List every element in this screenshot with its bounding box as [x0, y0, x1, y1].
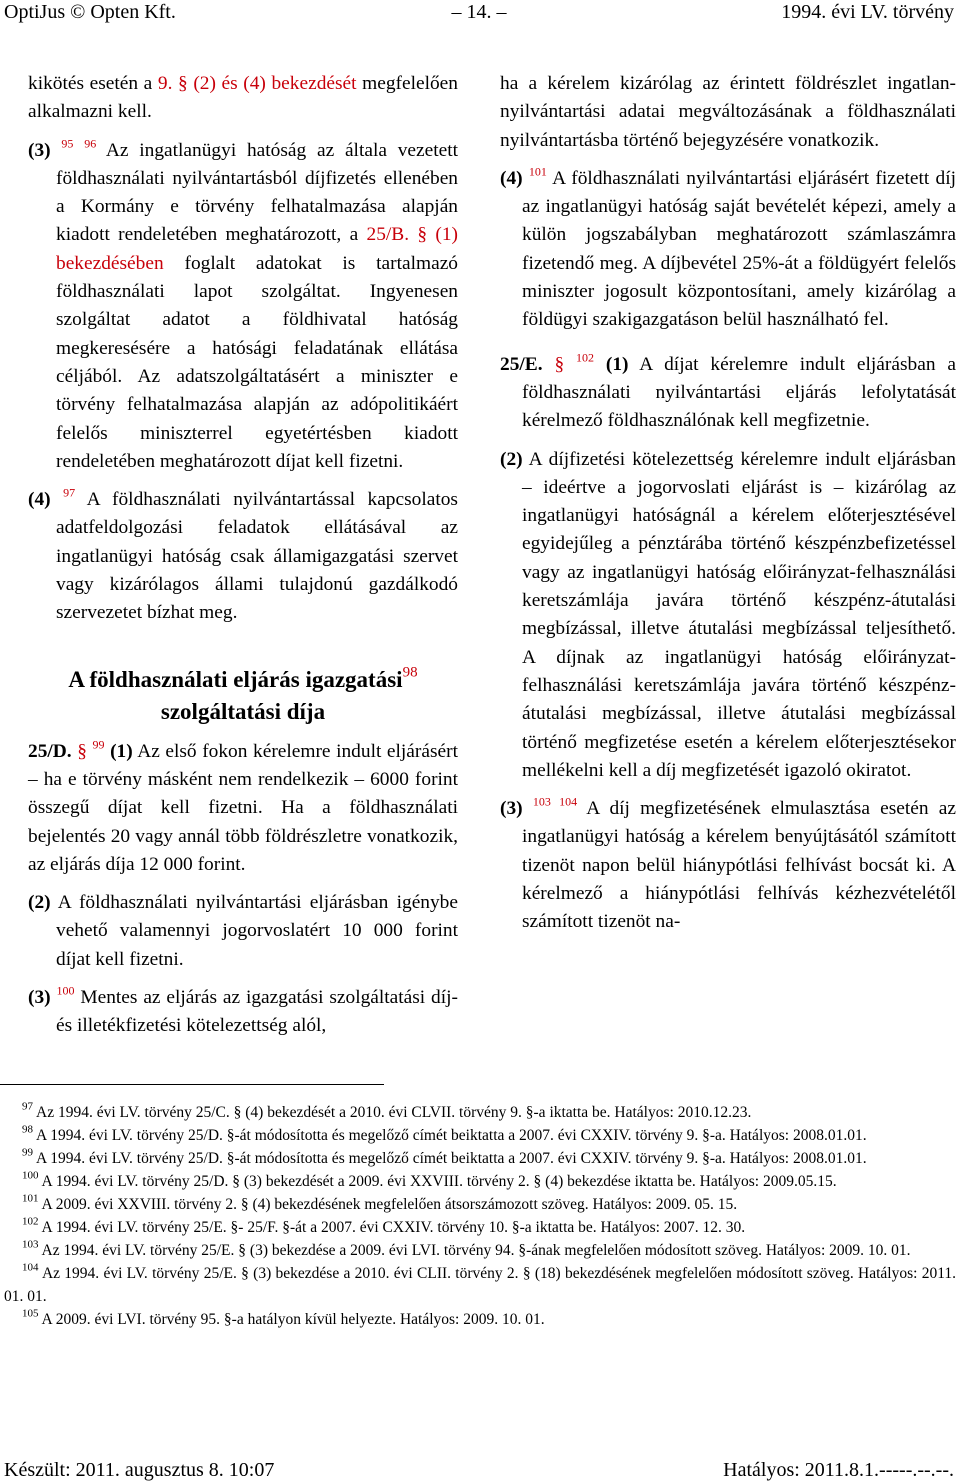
section-label: 25/E. [500, 353, 543, 375]
footnote-text: A 1994. évi LV. törvény 25/E. §- 25/F. §-át a 2007. évi CXXIV. törvény 10. §-a iktatta be. Hatályos: 2007. 12. 30. [41, 1219, 746, 1236]
paragraph-text: Az ingatlanügyi hatóság az általa vezetett földhasználati nyilvántartásból díjfizetés ellenében a Kormány e törvény felhatalmazása alapján kiadott rendeletében meghatározott, a [56, 139, 458, 246]
footnote-text: A 1994. évi LV. törvény 25/D. §-át módosította és megelőző címét beiktatta a 2007. évi CXXIV. törvény 9. §-a. Hatályos: 2008.01.01. [36, 1127, 867, 1144]
paragraph-continuation [28, 70, 458, 127]
footnote-ref[interactable]: 98 [402, 664, 418, 681]
paragraph-text: A díjat kérelemre indult eljárásban a földhasználati nyilvántartási eljárás lefolytatását kérelmező földhasználónak kell megfizetnie. [522, 353, 956, 432]
footnote-ref[interactable]: 101 [528, 164, 547, 179]
section-label: 25/D. [28, 740, 72, 762]
right-column [500, 70, 956, 937]
paragraph-number: (1) [605, 353, 629, 375]
footnote-text: A 1994. évi LV. törvény 25/D. §-át módosította és megelőző címét beiktatta a 2007. évi CXXIV. törvény 9. §-a. Hatályos: 2008.01.01. [36, 1150, 867, 1167]
footnote-divider [0, 1084, 384, 1085]
paragraph-text: A földhasználati nyilvántartási eljárásért fizetett díj az ingatlanügyi hatóság saját bevételét képezi, amely a külön jogszabályban meghatározott számlaszámra fizetendő meg. A díjbevétel 25%-át a földügyért felelős miniszter jogosult központosítani, amely kizárólag a földügyi szakigazgatáson belül használható fel. [522, 167, 956, 331]
footnote-number: 103 [22, 1238, 39, 1251]
paragraph-text: megfelelően alkalmazni kell. [28, 73, 458, 123]
paragraph-number: (3) [28, 139, 51, 161]
footnote-text: A 2009. évi XXVIII. törvény 2. § (4) bekezdésének megfelelően átsorszámozott szöveg. Hatályos: 2009. 05. 15. [41, 1196, 738, 1213]
footnote [4, 1308, 956, 1331]
paragraph-text: Az első fokon kérelemre indult eljárásért – ha e törvény másként nem rendelkezik – 6000 forint összegű díjat kell fizetni. Ha a földhasználati bejelentés 20 vagy annál több földrészletre vonatkozik, az eljárás díja 12 000 forint. [28, 740, 458, 875]
header-publisher: OptiJus © Opten Kft. [4, 1, 176, 23]
paragraph-number: (3) [28, 987, 51, 1009]
footnote [4, 1262, 956, 1308]
header-page-number: – 14. – [451, 1, 507, 23]
paragraph-text: A díjfizetési kötelezettség kérelemre indult eljárásban – ideértve a jogorvoslati eljárást is – kizárólag az ingatlanügyi hatóságnál a kérelem előterjesztésével egyidejűleg a pénztárába történő készpénzbefizetéssel vagy az ingatlanügyi hatóság előirányzat-felhasználási keretszámlája javára történő készpénz-átutalási megbízással, illetve átutalási megbízással teljesíthető. A díjnak az ingatlanügyi hatóság előirányzat-felhasználási keretszámlája javára történő készpénz-átutalási megbízással, illetve átutalási megbízással történő megfizetése esetén a kérelem előterjesztésekor mellékelni kell a díj megfizetését igazoló okiratot. [522, 448, 956, 781]
paragraph-text: foglalt adatokat is tartalmazó földhasználati lapot szolgáltat. Ingyenesen szolgáltat adatot a földhivatal hatóság megkeresésére a hatósági feladatának ellátása céljából. Az adatszolgáltatásért a miniszter e törvény felhatalmazása alapján az adópolitikáért felelős miniszterrel egyetértésben kiadott rendeletében meghatározott díjat kell fizetni. [56, 252, 458, 472]
section-25e-1 [500, 351, 956, 436]
paragraph-4 [500, 165, 956, 335]
section-title-line-2: szolgáltatási díja [160, 698, 326, 724]
footer-effective: Hatályos: 2011.8.1.-----.--.--. [723, 1459, 954, 1481]
section-25d-3 [28, 984, 458, 1041]
paragraph-3 [28, 137, 458, 477]
cross-reference-link[interactable]: 9. § (2) és (4) bekezdését [157, 73, 357, 94]
paragraph-number: (1) [110, 740, 133, 762]
section-25e-2 [500, 446, 956, 786]
footnote-ref[interactable]: 99 [92, 737, 105, 752]
footnote [4, 1101, 956, 1124]
footnote-ref[interactable]: 97 [63, 485, 76, 500]
paragraph-text: A földhasználati nyilvántartási eljárásban igénybe vehető valamennyi jogorvoslatért 10 000 forint díjat kell fizetni. [50, 892, 458, 970]
section-title-line-1: A földhasználati eljárás igazgatási [68, 666, 403, 692]
footnote-number: 99 [22, 1146, 33, 1159]
section-25e-3 [500, 795, 956, 936]
paragraph-number: (4) [28, 489, 51, 511]
footnote-number: 105 [22, 1307, 39, 1320]
footnote-number: 100 [22, 1169, 39, 1182]
footnote-ref[interactable]: 100 [56, 983, 75, 998]
footnote [4, 1170, 956, 1193]
paragraph-number: (2) [500, 448, 523, 470]
section-sign: § [554, 353, 565, 375]
footnote [4, 1124, 956, 1147]
paragraph-text: A díj megfizetésének elmulasztása esetén az ingatlanügyi hatóság a kérelem benyújtásától számított tizenöt napon belül hiánypótlási felhívást bocsát ki. A kérelmező a hiánypótlási felhívás kézhezvételétől számított tizenöt na- [522, 798, 957, 933]
left-column [28, 70, 458, 1041]
footnote-number: 98 [22, 1123, 33, 1136]
header-law-title: 1994. évi LV. törvény [781, 1, 954, 23]
footnotes [4, 1101, 956, 1331]
footnote-ref[interactable]: 103 104 [532, 794, 578, 809]
paragraph-text: ha a kérelem kizárólag az érintett földrészlet ingatlan-nyilvántartási adatai megváltozásának a földhasználati nyilvántartásba történő bejegyzésére vonatkozik. [500, 73, 956, 151]
footnote [4, 1193, 956, 1216]
footnote-number: 97 [22, 1100, 33, 1113]
footnote-number: 104 [22, 1261, 39, 1274]
footnote [4, 1216, 956, 1239]
paragraph-4 [28, 486, 458, 627]
section-title [28, 664, 458, 728]
footnote-number: 101 [22, 1192, 39, 1205]
section-25d-1 [28, 738, 458, 879]
paragraph-number: (2) [28, 892, 51, 914]
footnote-text: Az 1994. évi LV. törvény 25/C. § (4) bekezdését a 2010. évi CLVII. törvény 9. §-a iktatta be. Hatályos: 2010.12.23. [36, 1104, 752, 1121]
paragraph-continuation [500, 70, 956, 155]
section-25d-2 [28, 889, 458, 974]
footnote [4, 1147, 956, 1170]
footnote-number: 102 [22, 1215, 39, 1228]
footnote-ref[interactable]: 102 [576, 350, 595, 365]
cross-reference-link[interactable]: 25/B. § (1) bekezdésében [56, 224, 459, 274]
footnote [4, 1239, 956, 1262]
paragraph-number: (3) [500, 798, 523, 820]
paragraph-text: kikötés esetén a [28, 73, 158, 94]
footnote-text: Az 1994. évi LV. törvény 25/E. § (3) bekezdése a 2009. évi LVI. törvény 94. §-ának megfelelően módosított szöveg. Hatályos: 2009. 10. 01. [41, 1242, 911, 1259]
paragraph-text: A földhasználati nyilvántartással kapcsolatos adatfeldolgozási feladatok ellátásával az ingatlanügyi hatóság csak államigazgatási szervet vagy kizárólagos állami tulajdonú gazdálkodó szervezetet bízhat meg. [56, 489, 458, 624]
footnote-ref[interactable]: 96 [84, 136, 97, 151]
footnote-text: A 1994. évi LV. törvény 25/D. § (3) bekezdését a 2009. évi XXVIII. törvény 2. § (4) bekezdése iktatta be. Hatályos: 2009.05.15. [41, 1173, 837, 1190]
footnote-text: Az 1994. évi LV. törvény 25/E. § (3) bekezdése a 2010. évi CLII. törvény 2. § (18) bekezdésének megfelelően módosított szöveg. Hatályos: 2011. 01. 01. [4, 1265, 956, 1305]
footer-created: Készült: 2011. augusztus 8. 10:07 [4, 1459, 275, 1481]
footnote-text: A 2009. évi LVI. törvény 95. §-a hatályon kívül helyezte. Hatályos: 2009. 10. 01. [41, 1311, 545, 1328]
paragraph-number: (4) [500, 167, 523, 189]
paragraph-text: Mentes az eljárás az igazgatási szolgáltatási díj- és illetékfizetési kötelezettség alól, [56, 987, 458, 1037]
section-sign: § [77, 740, 87, 762]
footnote-ref[interactable]: 95 [61, 136, 74, 151]
